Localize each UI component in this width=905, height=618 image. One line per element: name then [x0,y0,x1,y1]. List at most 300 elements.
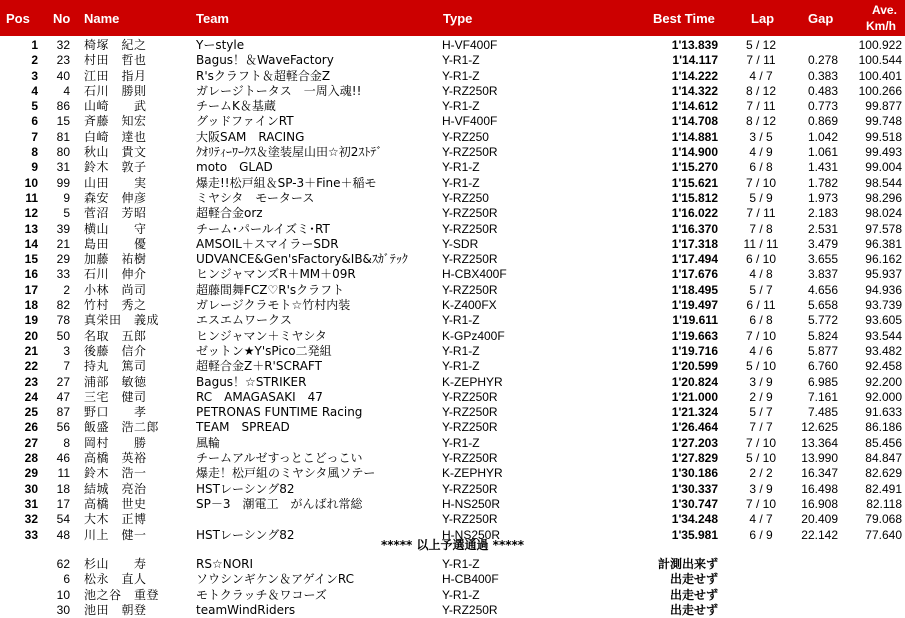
lap-cell: 4 / 7 [749,68,773,83]
table-row [0,375,905,390]
ave-speed-cell: 91.633 [865,405,902,420]
pos-cell: 5 [31,99,38,114]
table-row [0,206,905,221]
lap-cell: 7 / 7 [749,420,773,435]
lap-cell: 4 / 6 [749,343,773,358]
type-cell: Y-RZ250R [442,252,498,267]
ave-speed-cell: 85.456 [865,435,902,450]
pos-cell: 7 [31,129,38,144]
ave-speed-cell: 77.640 [865,527,902,542]
table-row [0,237,905,252]
name-cell: 岡村 勝 [84,435,147,450]
table-row [0,359,905,374]
table-row [0,298,905,313]
ave-speed-cell: 92.200 [865,374,902,389]
ave-speed-cell: 82.491 [865,481,902,496]
type-cell: Y-RZ250R [442,145,498,160]
type-cell: Y-R1-Z [442,99,480,114]
ave-speed-cell: 99.518 [865,129,902,144]
type-cell: H-CB400F [442,572,499,587]
pos-cell: 8 [31,145,38,160]
best-time-cell: 1'15.270 [671,160,718,175]
name-cell: 石川 勝則 [84,83,147,98]
ave-speed-cell: 93.544 [865,328,902,343]
best-time-cell: 1'17.494 [671,252,718,267]
type-cell: Y-RZ250R [442,221,498,236]
name-cell: 鈴木 敦子 [84,160,147,175]
name-cell: 真栄田 義成 [84,313,160,328]
gap-cell: 0.483 [807,83,838,98]
best-time-cell: 1'19.611 [672,313,718,328]
team-cell: チーム･パールイズミ･RT [196,221,330,236]
best-time-cell: 1'13.839 [671,38,718,52]
no-cell: 6 [63,572,70,587]
lap-cell: 6 / 10 [745,252,777,267]
table-row [0,267,905,282]
name-cell: 持丸 篤司 [84,359,147,374]
name-cell: 松永 直人 [84,572,147,587]
team-cell: ガレージトータス 一周入魂!! [196,83,362,98]
pos-cell: 26 [24,420,38,435]
ave-speed-cell: 86.186 [865,420,902,435]
best-time-cell: 1'35.981 [671,527,718,542]
type-cell: H-VF400F [442,114,498,129]
best-time-cell: 1'34.248 [671,512,718,527]
lap-cell: 7 / 10 [745,175,777,190]
team-cell: AMSOIL＋スマイラーSDR [196,236,339,251]
no-cell: 30 [56,602,70,617]
best-time-cell: 1'14.881 [671,129,718,144]
table-row [0,53,905,68]
best-time-cell: 1'19.716 [671,343,718,358]
status-cell: 計測出来ず [657,557,718,571]
lap-cell: 5 / 10 [745,359,777,374]
qualifying-separator: ***** 以上予選通過 ***** [380,538,525,552]
pos-cell: 14 [24,236,38,251]
type-cell: H-CBX400F [442,267,507,282]
pos-cell: 2 [31,53,38,68]
table-row [0,436,905,451]
no-cell: 23 [56,53,70,68]
gap-cell: 3.837 [807,267,838,282]
team-cell: ヒンジャマン＋ミヤシタ [196,328,327,343]
gap-cell: 6.760 [807,359,838,374]
name-cell: 小林 尚司 [84,282,147,297]
lap-cell: 5 / 7 [749,405,773,420]
gap-cell: 2.531 [807,221,838,236]
gap-cell: 0.773 [807,99,838,114]
team-cell: ガレージクラモト☆竹村内装 [196,298,351,313]
pos-cell: 27 [24,435,38,450]
type-cell: Y-RZ250R [442,206,498,221]
gap-cell: 12.625 [801,420,838,435]
no-cell: 2 [63,282,70,297]
pos-cell: 32 [24,512,38,527]
lap-cell: 7 / 10 [745,435,777,450]
table-row [0,405,905,420]
no-cell: 17 [56,496,70,511]
gap-cell: 5.658 [807,298,838,313]
team-cell: グッドファインRT [196,114,294,129]
ave-speed-cell: 93.482 [865,343,902,358]
type-cell: Y-R1-Z [442,175,480,190]
ave-speed-cell: 79.068 [865,512,902,527]
ave-speed-cell: 95.937 [865,267,902,282]
ave-speed-cell: 99.748 [865,114,902,129]
name-cell: 加藤 祐樹 [84,252,147,267]
team-cell: チームK＆基蔵 [196,99,276,114]
name-cell: 椅塚 紀之 [84,38,147,52]
ave-speed-cell: 98.296 [865,190,902,205]
name-cell: 池田 朝登 [84,602,147,617]
ave-speed-cell: 99.493 [865,145,902,160]
type-cell: H-NS250R [442,527,501,542]
ave-speed-cell: 99.877 [865,99,902,114]
no-cell: 99 [56,175,70,190]
header-gap: Gap [808,11,834,26]
type-cell: Y-RZ250R [442,481,498,496]
no-cell: 46 [56,451,70,466]
ave-speed-cell: 84.847 [865,451,902,466]
header-type: Type [443,11,473,26]
team-cell: 爆走!!松戸組＆SP-3＋Fine＋稲モ [196,175,377,190]
pos-cell: 30 [24,481,38,496]
best-time-cell: 1'15.812 [671,190,718,205]
name-cell: 山崎 武 [84,99,147,114]
ave-speed-cell: 100.922 [858,38,902,52]
pos-cell: 9 [31,160,38,175]
no-cell: 31 [56,160,70,175]
list-item [0,603,905,618]
best-time-cell: 1'14.117 [672,53,718,68]
team-cell: 爆走！松戸組のミヤシタ風ソテー [196,466,376,481]
table-row [0,38,905,53]
best-time-cell: 1'27.203 [671,435,718,450]
team-cell: モトクラッチ＆ワコーズ [196,587,327,602]
type-cell: Y-RZ250R [442,602,498,617]
gap-cell: 7.161 [807,389,838,404]
pos-cell: 28 [24,451,38,466]
no-cell: 62 [56,557,70,571]
table-row [0,84,905,99]
team-cell: ミヤシタ モータース [196,190,315,205]
lap-cell: 2 / 9 [749,389,773,404]
best-time-cell: 1'15.621 [671,175,718,190]
best-time-cell: 1'21.000 [671,389,718,404]
team-cell: moto GLAD [196,160,273,175]
type-cell: Y-RZ250 [442,129,489,144]
team-cell: ヒンジャマンズR＋MM＋09R [196,267,356,282]
type-cell: K-ZEPHYR [442,466,503,481]
name-cell: 川上 健一 [84,527,147,542]
type-cell: Y-RZ250 [442,190,489,205]
name-cell: 島田 優 [84,236,147,251]
no-cell: 39 [56,221,70,236]
no-cell: 11 [57,466,70,481]
no-cell: 80 [56,145,70,160]
lap-cell: 2 / 2 [749,466,773,481]
ave-speed-cell: 98.024 [865,206,902,221]
team-cell: SP－3 潮電工 がんばれ常総 [196,496,363,511]
no-cell: 8 [63,435,70,450]
gap-cell: 13.990 [801,451,838,466]
table-row [0,145,905,160]
team-cell: ゼットン★Y'sPico二発組 [196,343,332,358]
table-row [0,69,905,84]
table-row [0,160,905,175]
table-row [0,344,905,359]
gap-cell: 2.183 [807,206,838,221]
no-cell: 87 [56,405,70,420]
best-time-cell: 1'14.612 [671,99,718,114]
team-cell: UDVANCE&Gen'sFactory&IB&ｽｶﾞﾃｯｸ [196,252,408,267]
header-best-time: Best Time [653,11,715,26]
no-cell: 82 [56,298,70,313]
best-time-cell: 1'26.464 [671,420,718,435]
team-cell: R'sクラフト＆超軽合金Z [196,68,331,83]
table-row [0,482,905,497]
name-cell: 名取 五郎 [84,328,147,343]
type-cell: Y-RZ250R [442,512,498,527]
no-cell: 40 [56,68,70,83]
no-cell: 33 [56,267,70,282]
no-cell: 9 [63,190,70,205]
table-row [0,252,905,267]
results-table [0,38,905,543]
table-row [0,497,905,512]
ave-speed-cell: 100.401 [858,68,902,83]
name-cell: 白崎 達也 [84,129,147,144]
header-name: Name [84,11,120,26]
status-cell: 出走せず [669,587,718,602]
no-cell: 7 [63,359,70,374]
name-cell: 杉山 寿 [84,557,147,571]
table-row [0,176,905,191]
no-cell: 4 [63,83,70,98]
gap-cell: 4.656 [807,282,838,297]
type-cell: Y-RZ250R [442,389,498,404]
pos-cell: 23 [24,374,38,389]
gap-cell: 3.479 [807,236,838,251]
ave-speed-cell: 94.936 [865,282,902,297]
table-row [0,191,905,206]
gap-cell: 7.485 [807,405,838,420]
ave-speed-cell: 92.458 [865,359,902,374]
name-cell: 池之谷 重登 [84,587,160,602]
lap-cell: 6 / 9 [749,527,773,542]
team-cell: RS☆NORI [196,557,254,571]
name-cell: 横山 守 [84,221,147,236]
lap-cell: 5 / 7 [749,282,773,297]
no-cell: 3 [63,343,70,358]
pos-cell: 3 [31,68,38,83]
table-row [0,466,905,481]
lap-cell: 6 / 11 [746,298,776,313]
best-time-cell: 1'14.222 [671,68,718,83]
header-ave: Ave. [872,3,897,17]
type-cell: Y-R1-Z [442,313,480,328]
name-cell: 斉藤 知宏 [84,114,147,129]
best-time-cell: 1'14.708 [671,114,718,129]
lap-cell: 4 / 8 [749,267,773,282]
best-time-cell: 1'27.829 [671,451,718,466]
pos-cell: 33 [24,527,38,542]
ave-speed-cell: 96.162 [865,252,902,267]
pos-cell: 22 [24,359,38,374]
type-cell: Y-R1-Z [442,160,480,175]
type-cell: H-VF400F [442,38,498,52]
team-cell: HSTレーシング82 [196,527,295,542]
table-row [0,451,905,466]
table-row [0,99,905,114]
no-cell: 27 [56,374,70,389]
table-row [0,329,905,344]
type-cell: Y-SDR [442,236,479,251]
table-row [0,130,905,145]
no-cell: 54 [56,512,70,527]
best-time-cell: 1'17.676 [671,267,718,282]
ave-speed-cell: 97.578 [865,221,902,236]
type-cell: Y-R1-Z [442,343,480,358]
no-cell: 48 [56,527,70,542]
table-row [0,114,905,129]
gap-cell: 1.431 [807,160,838,175]
name-cell: 鈴木 浩一 [84,466,147,481]
ave-speed-cell: 93.605 [865,313,902,328]
best-time-cell: 1'20.824 [671,374,718,389]
no-cell: 32 [56,38,70,52]
best-time-cell: 1'14.900 [671,145,718,160]
team-cell: チームアルゼすっとこどっこい [196,451,363,466]
type-cell: Y-RZ250R [442,405,498,420]
type-cell: H-NS250R [442,496,501,511]
pos-cell: 16 [24,267,38,282]
gap-cell: 1.061 [807,145,838,160]
lap-cell: 3 / 5 [749,129,773,144]
lap-cell: 6 / 8 [749,160,773,175]
gap-cell: 0.869 [807,114,838,129]
best-time-cell: 1'30.747 [671,496,718,511]
no-cell: 15 [56,114,70,129]
lap-cell: 8 / 12 [745,83,777,98]
gap-cell: 1.042 [807,129,838,144]
lap-cell: 4 / 9 [749,145,773,160]
name-cell: 竹村 秀之 [84,298,147,313]
pos-cell: 15 [24,252,38,267]
pos-cell: 31 [24,496,38,511]
ave-speed-cell: 100.544 [858,53,902,68]
name-cell: 菅沼 芳昭 [84,206,147,221]
lap-cell: 4 / 7 [749,512,773,527]
table-row [0,420,905,435]
header-team: Team [196,11,229,26]
name-cell: 江田 指月 [84,68,147,83]
lap-cell: 3 / 9 [749,481,773,496]
no-cell: 18 [56,481,70,496]
team-cell: 超藤間舞FCZ♡R'sクラフト [196,282,345,297]
ave-speed-cell: 82.118 [866,496,902,511]
team-cell: エスエムワークス [196,313,292,328]
team-cell: RC AMAGASAKI 47 [196,389,323,404]
name-cell: 山田 実 [84,175,147,190]
lap-cell: 7 / 11 [746,99,776,114]
ave-speed-cell: 96.381 [865,236,902,251]
gap-cell: 1.782 [807,175,838,190]
pos-cell: 12 [24,206,38,221]
header-no: No [53,11,71,26]
team-cell: TEAM SPREAD [196,420,290,435]
no-cell: 78 [56,313,70,328]
gap-cell: 0.278 [807,53,838,68]
type-cell: K-GPz400F [442,328,505,343]
header-lap: Lap [751,11,775,26]
gap-cell: 20.409 [801,512,838,527]
ave-speed-cell: 100.266 [858,83,902,98]
type-cell: Y-R1-Z [442,68,480,83]
ave-speed-cell: 99.004 [865,160,902,175]
ave-speed-cell: 98.544 [865,175,902,190]
team-cell: teamWindRiders [196,602,296,617]
type-cell: Y-R1-Z [442,557,480,571]
team-cell: 超軽合金orz [196,206,263,221]
best-time-cell: 1'20.599 [671,359,718,374]
type-cell: Y-RZ250R [442,451,498,466]
name-cell: 結城 亮治 [84,481,147,496]
pos-cell: 24 [24,389,38,404]
gap-cell: 5.824 [807,328,838,343]
gap-cell: 0.383 [807,68,838,83]
gap-cell: 1.973 [807,190,838,205]
type-cell: Y-R1-Z [442,359,480,374]
lap-cell: 6 / 8 [749,313,773,328]
gap-cell: 5.877 [807,343,838,358]
ave-speed-cell: 82.629 [865,466,902,481]
pos-cell: 6 [31,114,38,129]
pos-cell: 17 [24,282,38,297]
table-row [0,512,905,527]
best-time-cell: 1'30.186 [671,466,718,481]
lap-cell: 11 / 11 [743,236,779,251]
pos-cell: 20 [24,328,38,343]
type-cell: Y-RZ250R [442,420,498,435]
gap-cell: 16.347 [801,466,838,481]
no-cell: 21 [56,236,70,251]
lap-cell: 7 / 8 [749,221,773,236]
lap-cell: 7 / 11 [746,206,776,221]
ave-speed-cell: 92.000 [865,389,902,404]
best-time-cell: 1'16.370 [671,221,718,236]
best-time-cell: 1'18.495 [671,282,718,297]
status-cell: 出走せず [669,572,718,587]
gap-cell: 5.772 [807,313,838,328]
type-cell: K-ZEPHYR [442,374,503,389]
table-row [0,222,905,237]
type-cell: K-Z400FX [442,298,497,313]
table-row [0,313,905,328]
header-kmh: Km/h [866,19,896,33]
team-cell: ソウシンギケン＆アゲインRC [196,572,355,587]
gap-cell: 6.985 [807,374,838,389]
non-qualifier-list [0,557,905,618]
lap-cell: 7 / 11 [746,53,776,68]
team-cell: ｸｵﾘﾃｨｰﾜｰｸｽ＆塗装屋山田☆初2ｽﾄﾃﾞ [196,145,383,160]
gap-cell: 16.498 [801,481,838,496]
name-cell: 高橋 世史 [84,496,147,511]
team-cell: Bagus！☆STRIKER [196,374,307,389]
pos-cell: 13 [24,221,38,236]
name-cell: 石川 伸介 [84,267,147,282]
type-cell: Y-RZ250R [442,83,498,98]
